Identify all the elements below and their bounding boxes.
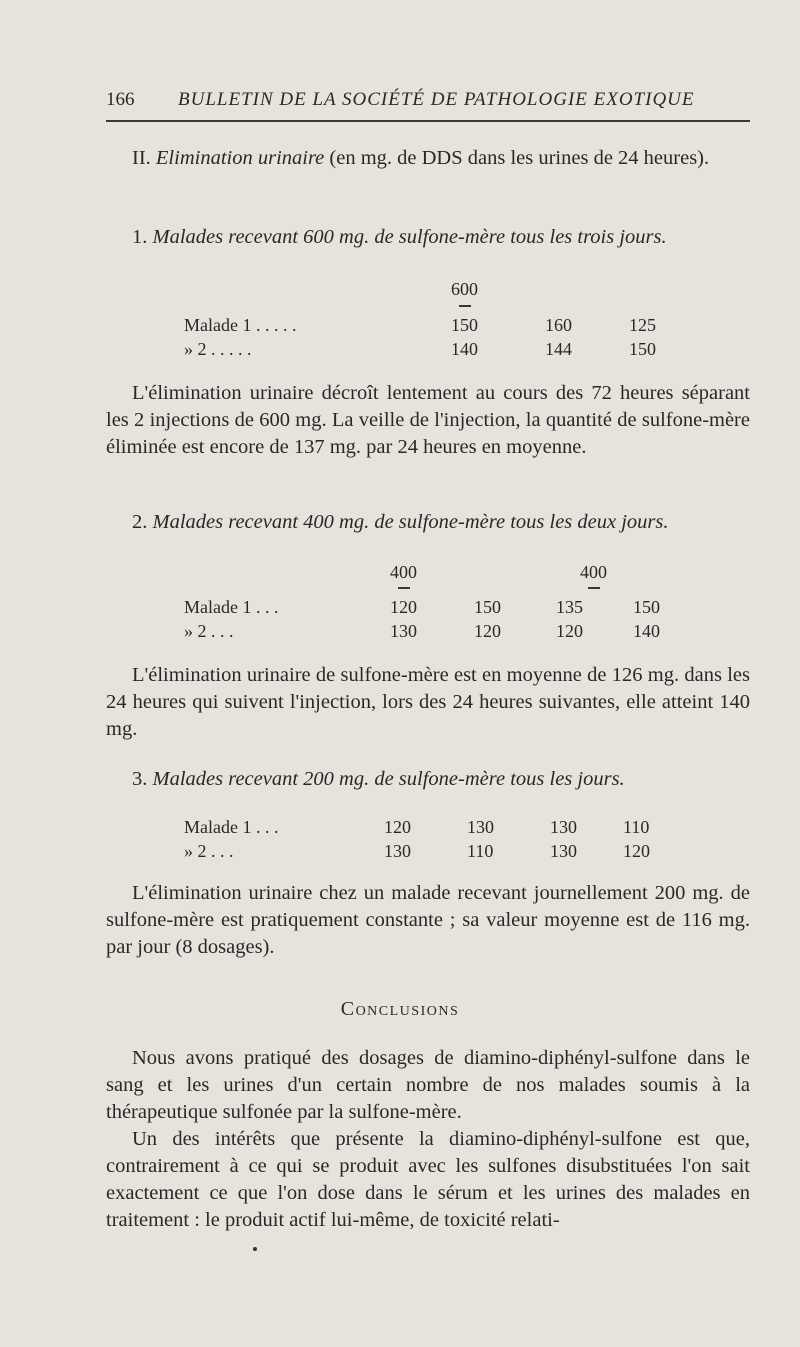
page-number: 166 [106,89,135,110]
subsection-3-number: 3. [132,768,148,790]
table-2-cell: 135 [556,597,583,617]
table-3-cell: 110 [623,817,650,837]
conclusions-heading: Conclusions [340,998,460,1020]
table-1-cell: 150 [451,315,478,335]
running-title: BULLETIN DE LA SOCIÉTÉ DE PATHOLOGIE EXOTIQUE [178,89,695,110]
table-1-cell: 150 [629,339,656,359]
table-2-cell: 150 [474,597,501,617]
table-2-cell: 120 [556,621,583,641]
table-3-cell: 130 [550,817,577,837]
section-title: Elimination urinaire [155,147,325,169]
table-3-cell: 110 [467,841,494,861]
subsection-3-heading [106,768,750,791]
table-1-cell: 125 [629,315,656,335]
subsection-3-title: Malades recevant 200 mg. de sulfone-mère tous les jours. [152,768,625,790]
subsection-2-paragraph: L'élimination urinaire de sulfone-mère est en moyenne de 126 mg. dans les 24 heures qui suivent l'injection, lors des 24 heures suivantes, elle atteint 140 mg. [106,664,750,740]
table-3-cell: 120 [384,817,411,837]
table-3-cell: 130 [384,841,411,861]
table-2-header-dash [588,587,600,589]
table-2-row-1-label: Malade 1 . . . [184,597,279,617]
subsection-2-title: Malades recevant 400 mg. de sulfone-mère tous les deux jours. [152,511,669,533]
subsection-1-heading [106,226,750,249]
table-1-cell: 160 [545,315,572,335]
table-1-dose-header: 600 [451,279,478,299]
subsection-1-number: 1. [132,226,148,248]
table-3-cell: 130 [467,817,494,837]
header-rule [106,120,750,122]
subsection-1-title: Malades recevant 600 mg. de sulfone-mère tous les trois jours. [152,226,667,248]
section-numeral: II. [132,147,151,169]
table-3-row-1-label: Malade 1 . . . [184,817,279,837]
table-2-dose-header: 400 [390,562,417,582]
section-subtitle: (en mg. de DDS dans les urines de 24 heures). [329,147,710,169]
table-2-cell: 150 [633,597,660,617]
table-2-header-dash [398,587,410,589]
table-3-row-2-label: » 2 . . . [184,841,234,861]
subsection-2-number: 2. [132,511,148,533]
table-2-row-2-label: » 2 . . . [184,621,234,641]
conclusions-paragraph-1: Nous avons pratiqué des dosages de diamino-diphényl-sulfone dans le sang et les urines d'un certain nombre de nos malades soumis à la thérapeutique sulfonée par la sulfone-mère. [106,1047,750,1123]
table-2-cell: 120 [474,621,501,641]
subsection-2-heading [106,511,750,534]
ink-dot [253,1247,257,1251]
subsection-1-paragraph: L'élimination urinaire décroît lentement au cours des 72 heures séparant les 2 injections de 600 mg. La veille de l'injection, la quantité de sulfone-mère éliminée est encore de 137 mg. par 24 heures en moyenne. [106,382,750,458]
subsection-3-paragraph: L'élimination urinaire chez un malade recevant journellement 200 mg. de sulfone-mère est pratiquement constante ; sa valeur moyenne est de 116 mg. par jour (8 dosages). [106,882,750,958]
table-1-cell: 144 [545,339,572,359]
table-2-cell: 130 [390,621,417,641]
table-2-cell: 140 [633,621,660,641]
table-2-dose-header: 400 [580,562,607,582]
table-2-cell: 120 [390,597,417,617]
table-3-cell: 130 [550,841,577,861]
table-1-row-1-label: Malade 1 . . . . . [184,315,297,335]
table-1-cell: 140 [451,339,478,359]
conclusions-paragraph-2: Un des intérêts que présente la diamino-diphényl-sulfone est que, contrairement à ce qui se produit avec les sulfones disubstituées l'on sait exactement ce que l'on dose dans le sérum et les urines des malades en traitement : le produit actif lui-même, de toxicité relati- [106,1128,750,1231]
table-1-header-dash [459,305,471,307]
section-heading [106,145,750,172]
table-1-row-2-label: » 2 . . . . . [184,339,252,359]
table-3-cell: 120 [623,841,650,861]
